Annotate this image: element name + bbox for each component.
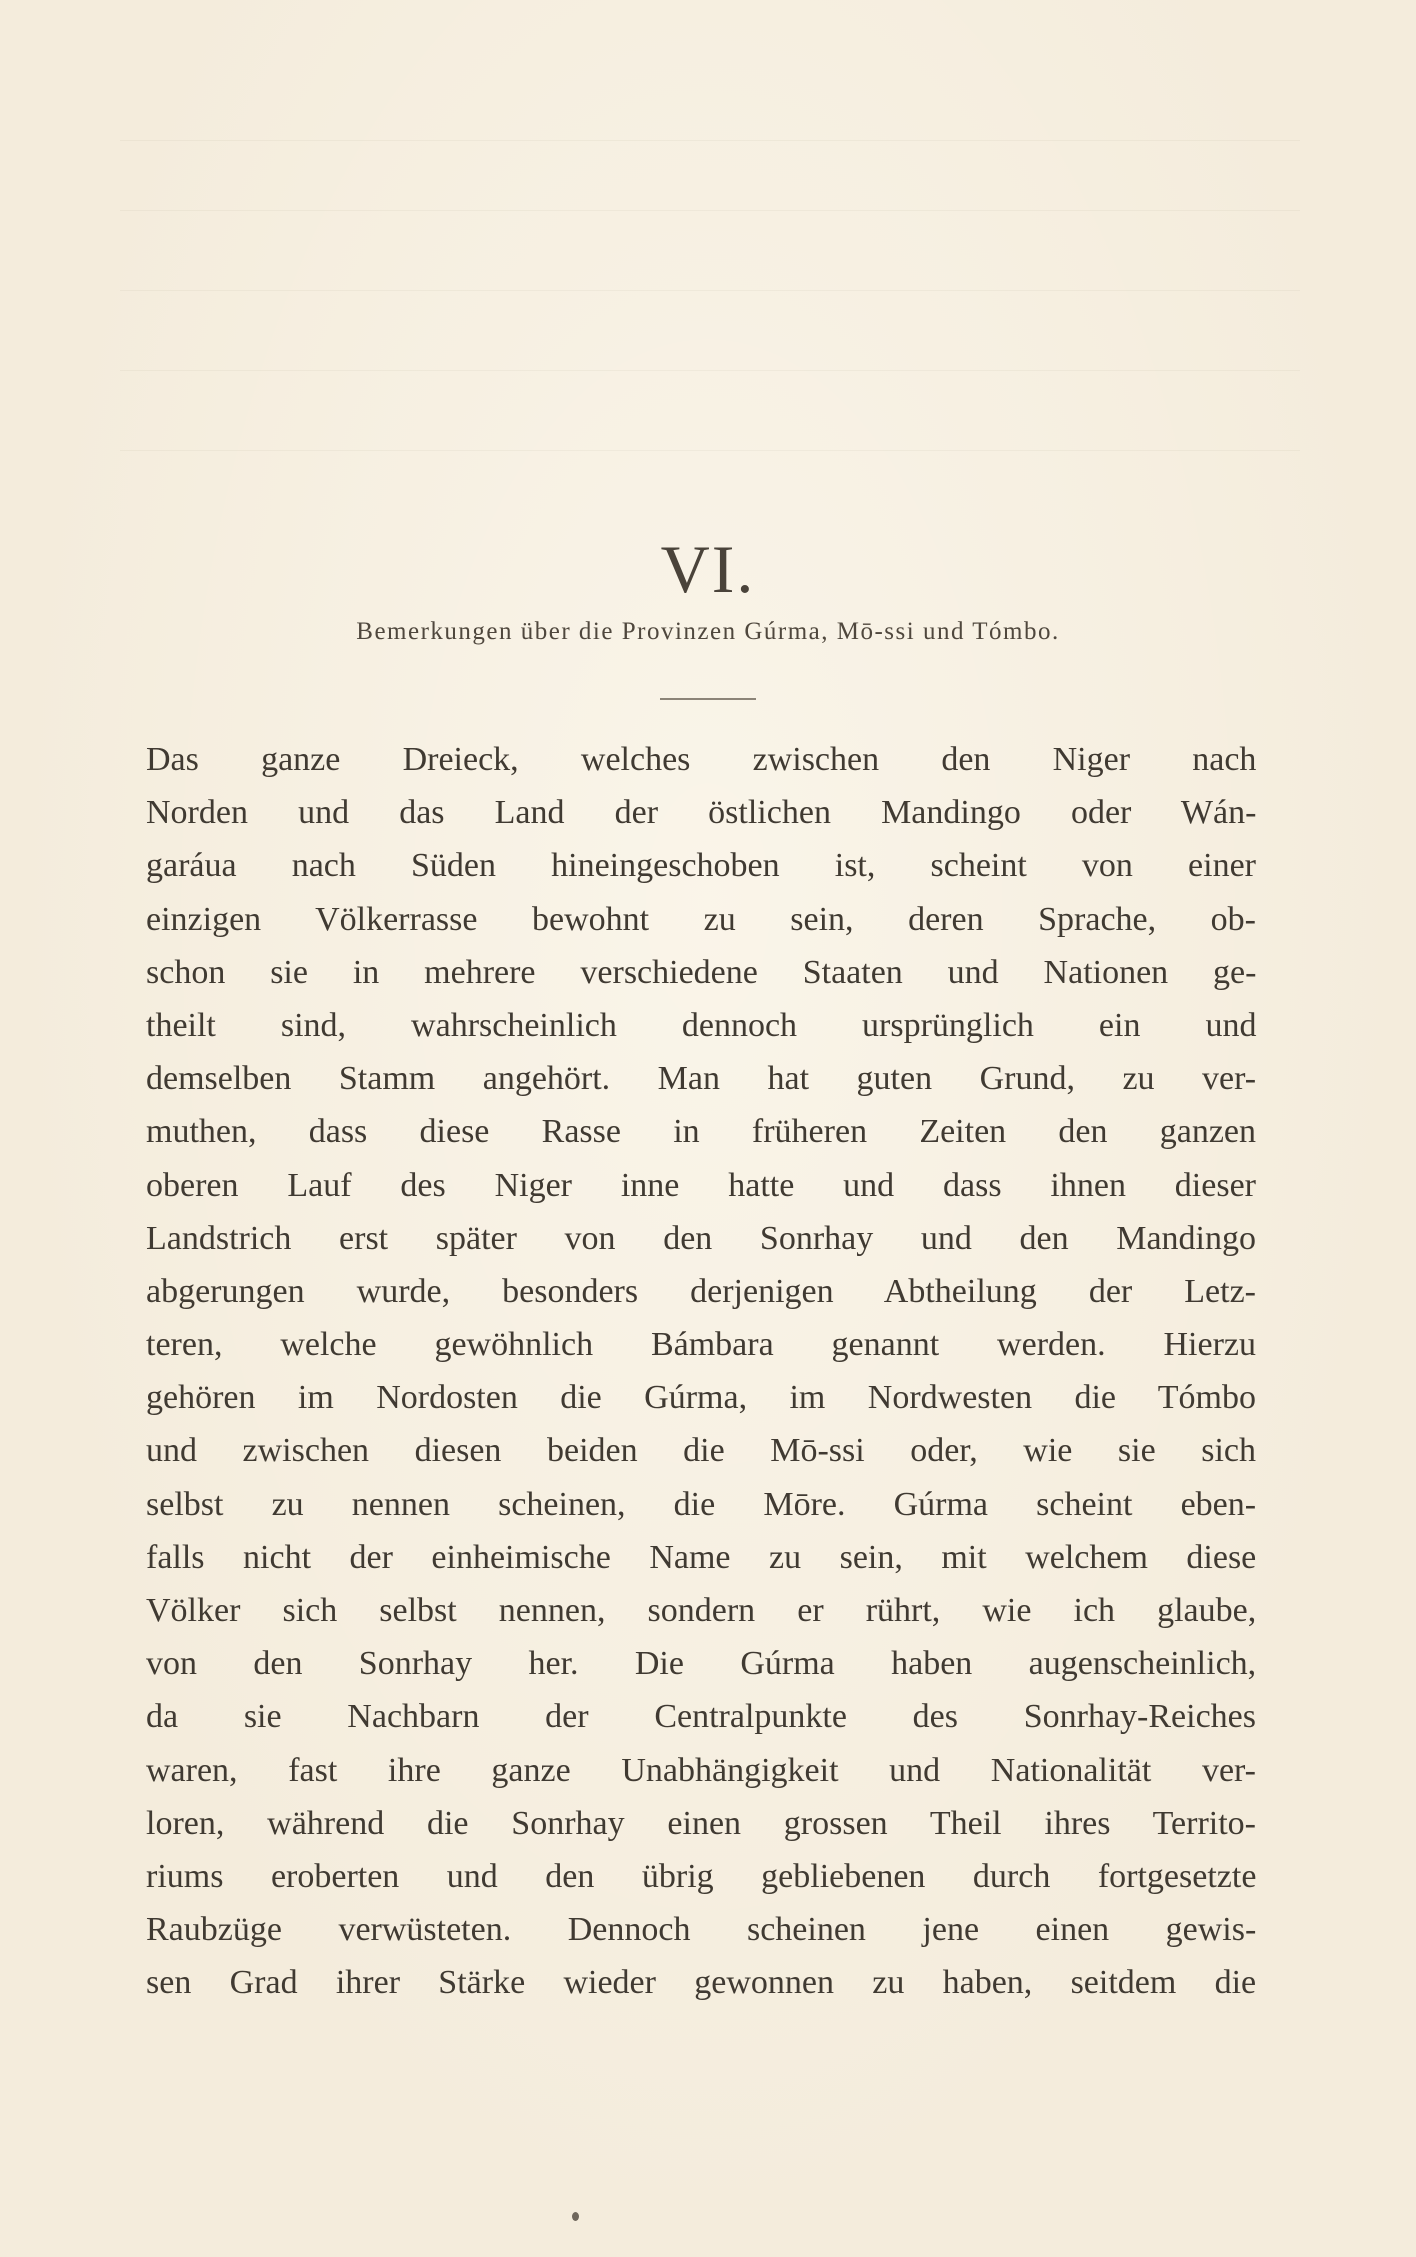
text-line: falls nicht der einheimische Name zu sein, mit welchem diese xyxy=(146,1538,1257,1576)
text-line: Völker sich selbst nennen, sondern er rührt, wie ich glaube, xyxy=(146,1592,1257,1629)
text-line: selbst zu nennen scheinen, die Mōre. Gúrma scheint eben- xyxy=(146,1485,1257,1523)
chapter-title: Bemerkungen über die Provinzen Gúrma, Mō-ssi und Tómbo. xyxy=(356,618,1060,645)
text-line: da sie Nachbarn der Centralpunkte des Sonrhay-Reiches xyxy=(146,1698,1256,1736)
text-line: und zwischen diesen beiden die Mō-ssi oder, wie sie sich xyxy=(146,1432,1256,1470)
text-line: einzigen Völkerrasse bewohnt zu sein, deren Sprache, ob- xyxy=(146,900,1256,938)
bleed-through-line xyxy=(120,210,1300,211)
bleed-through-line xyxy=(120,450,1300,451)
chapter-numeral: VI. xyxy=(660,531,756,607)
text-line: Norden und das Land der östlichen Mandingo oder Wán- xyxy=(146,794,1257,832)
text-line: oberen Lauf des Niger inne hatte und dass ihnen dieser xyxy=(146,1166,1256,1204)
bleed-through-line xyxy=(120,140,1300,141)
bleed-through-line xyxy=(120,370,1300,371)
body-paragraph xyxy=(146,733,1256,2010)
text-line: Raubzüge verwüsteten. Dennoch scheinen jene einen gewis- xyxy=(146,1911,1257,1949)
text-line: teren, welche gewöhnlich Bámbara genannt werden. Hierzu xyxy=(146,1326,1256,1364)
text-line: garáua nach Süden hineingeschoben ist, scheint von einer xyxy=(146,847,1256,885)
text-line: Das ganze Dreieck, welches zwischen den Niger nach xyxy=(146,741,1257,778)
text-line: demselben Stamm angehört. Man hat guten Grund, zu ver- xyxy=(146,1060,1257,1098)
text-line: riums eroberten und den übrig gebliebenen durch fortgesetzte xyxy=(146,1857,1257,1895)
text-line: abgerungen wurde, besonders derjenigen Abtheilung der Letz- xyxy=(146,1272,1256,1310)
text-line: waren, fast ihre ganze Unabhängigkeit und Nationalität ver- xyxy=(146,1751,1257,1789)
text-line: sen Grad ihrer Stärke wieder gewonnen zu haben, seitdem die xyxy=(146,1964,1257,2002)
bleed-through-line xyxy=(120,290,1300,291)
text-line: theilt sind, wahrscheinlich dennoch ursprünglich ein und xyxy=(146,1006,1257,1044)
text-line: schon sie in mehrere verschiedene Staaten und Nationen ge- xyxy=(146,953,1257,991)
signature-mark xyxy=(572,2212,579,2221)
text-line: von den Sonrhay her. Die Gúrma haben augenscheinlich, xyxy=(146,1645,1257,1683)
text-line: gehören im Nordosten die Gúrma, im Nordwesten die Tómbo xyxy=(146,1379,1256,1417)
title-divider xyxy=(660,698,756,700)
text-line: Landstrich erst später von den Sonrhay und den Mandingo xyxy=(146,1219,1256,1257)
text-line: loren, während die Sonrhay einen grossen Theil ihres Territo- xyxy=(146,1804,1256,1842)
text-line: muthen, dass diese Rasse in früheren Zeiten den ganzen xyxy=(146,1113,1257,1151)
